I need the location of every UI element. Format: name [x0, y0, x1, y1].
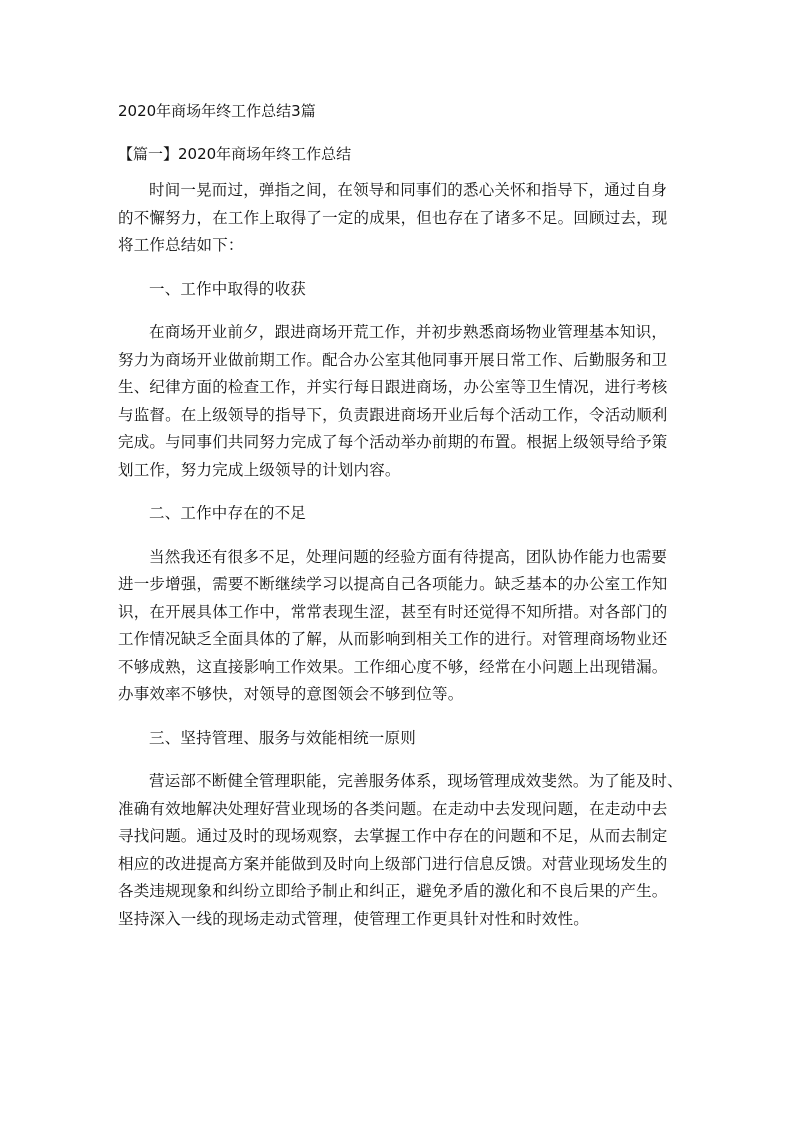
text-line: 进一步增强，需要不断继续学习以提高自己各项能力。缺乏基本的办公室工作知 [118, 575, 668, 593]
heading-text: 一、工作中取得的收获 [149, 279, 307, 298]
text-line: 划工作，努力完成上级领导的计划内容。 [118, 460, 401, 479]
text-line: 努力为商场开业做前期工作。配合办公室其他同事开展日常工作、后勤服务和卫 [118, 350, 668, 369]
text-line: 坚持深入一线的现场走动式管理，使管理工作更具针对性和时效性。 [118, 909, 590, 928]
text-line: 营运部不断健全管理职能，完善服务体系，现场管理成效斐然。为了能及时、 [149, 772, 683, 790]
text-line: 当然我还有很多不足，处理问题的经验方面有待提高，团队协作能力也需要 [149, 547, 668, 566]
text-line: 的不懈努力，在工作上取得了一定的成果，但也存在了诸多不足。回顾过去，现 [118, 208, 668, 227]
text-line: 完成。与同事们共同努力完成了每个活动举办前期的布置。根据上级领导给予策 [118, 433, 668, 451]
text-line: 各类违规现象和纠纷立即给予制止和纠正，避免矛盾的激化和不良后果的产生。 [118, 882, 668, 900]
document-title: 2020年商场年终工作总结3篇 [118, 102, 316, 120]
text-line: 时间一晃而过，弹指之间，在领导和同事们的悉心关怀和指导下，通过自身 [149, 181, 668, 199]
text-line: 寻找问题。通过及时的现场观察，去掌握工作中存在的问题和不足，从而去制定 [118, 827, 668, 845]
document-body [118, 177, 683, 949]
text-line: 与监督。在上级领导的指导下，负责跟进商场开业后每个活动工作，令活动顺利 [118, 405, 668, 424]
text-line: 识，在开展具体工作中，常常表现生涩，甚至有时还觉得不知所措。对各部门的 [118, 602, 668, 621]
text-line: 准确有效地解决处理好营业现场的各类问题。在走动中去发现问题，在走动中去 [118, 799, 668, 818]
heading-text: 三、坚持管理、服务与效能相统一原则 [149, 728, 416, 747]
text-line: 办事效率不够快，对领导的意图领会不够到位等。 [118, 685, 464, 703]
heading-text: 二、工作中存在的不足 [149, 504, 307, 522]
paragraph-achievements [118, 319, 678, 484]
section-title: 【篇一】2020年商场年终工作总结 [118, 145, 352, 163]
heading-achievements [118, 276, 678, 304]
text-line: 工作情况缺乏全面具体的了解，从而影响到相关工作的进行。对管理商场物业还 [118, 630, 668, 648]
heading-principles [118, 725, 678, 753]
text-line: 在商场开业前夕，跟进商场开荒工作，并初步熟悉商场物业管理基本知识， [149, 323, 668, 341]
paragraph-principles [118, 768, 683, 933]
heading-shortcomings [118, 500, 678, 528]
text-line: 相应的改进提高方案并能做到及时向上级部门进行信息反馈。对营业现场发生的 [118, 854, 668, 873]
paragraph-intro [118, 177, 678, 260]
paragraph-shortcomings [118, 544, 678, 709]
text-line: 生、纪律方面的检查工作，并实行每日跟进商场，办公室等卫生情况，进行考核 [118, 378, 668, 396]
text-line: 不够成熟，这直接影响工作效果。工作细心度不够，经常在小问题上出现错漏。 [118, 657, 668, 676]
text-line: 将工作总结如下： [118, 236, 244, 254]
